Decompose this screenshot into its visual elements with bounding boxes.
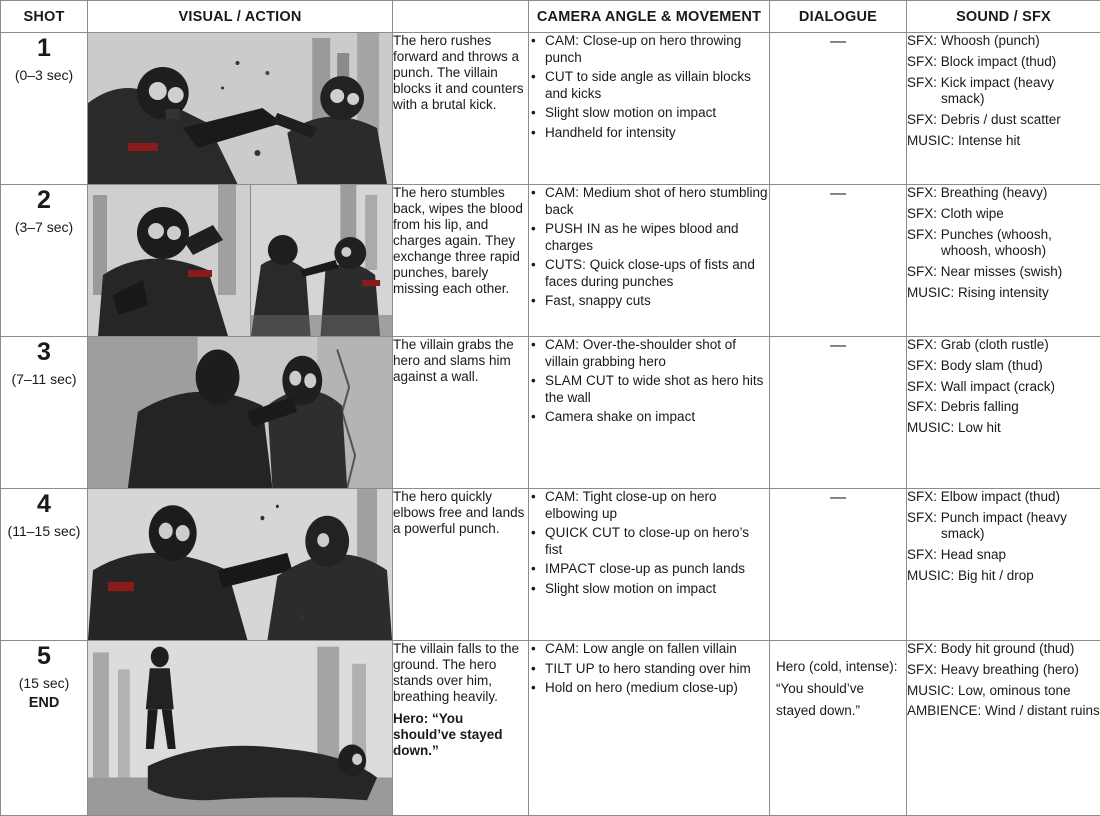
action-cell	[393, 641, 529, 816]
camera-key: CAM:	[545, 337, 579, 352]
camera-key: CUTS:	[545, 257, 586, 272]
sound-cue: SFX: Punch impact (heavy smack)	[907, 510, 1100, 543]
camera-text: Slight slow motion on impact	[545, 105, 716, 120]
camera-key: TILT UP	[545, 661, 595, 676]
camera-text: Low angle on fallen villain	[579, 641, 737, 656]
camera-cell	[529, 489, 770, 641]
frame-image	[88, 641, 392, 815]
camera-text: Hold on hero (medium close-up)	[545, 680, 738, 695]
dialogue-text: —	[830, 489, 846, 506]
sound-cell	[907, 337, 1100, 489]
sound-cue: AMBIENCE: Wind / distant ruins	[907, 703, 1100, 720]
sound-cue: SFX: Punches (whoosh, whoosh, whoosh)	[907, 227, 1100, 260]
camera-text: to side angle as villain blocks and kicks	[545, 69, 751, 101]
action-text: The villain grabs the hero and slams him against a wall.	[393, 337, 528, 385]
action-text: The hero stumbles back, wipes the blood from his lip, and charges again. They exchange three rapid punches, barely missing each other.	[393, 185, 528, 297]
frame-image	[88, 489, 392, 640]
dialogue-text: —	[830, 337, 846, 354]
action-cell	[393, 185, 529, 337]
camera-note	[529, 69, 769, 102]
shot-number: 4	[1, 489, 87, 519]
storyboard-frame-4	[88, 489, 393, 641]
frame-image	[88, 185, 251, 336]
header-shot: SHOT	[1, 1, 88, 33]
shot-cell	[1, 489, 88, 641]
camera-note	[529, 185, 769, 218]
action-text: The villain falls to the ground. The hero stands over him, breathing heavily.	[393, 641, 528, 705]
sound-cell	[907, 641, 1100, 816]
shot-time: (3–7 sec)	[1, 217, 87, 237]
sound-cue: SFX: Block impact (thud)	[907, 54, 1100, 71]
camera-note	[529, 221, 769, 254]
header-visual: VISUAL / ACTION	[88, 1, 393, 33]
camera-note	[529, 105, 769, 122]
camera-note	[529, 337, 769, 370]
camera-key: CUT	[545, 69, 573, 84]
frame-image	[251, 185, 392, 336]
sound-cue: SFX: Breathing (heavy)	[907, 185, 1100, 202]
camera-cell	[529, 641, 770, 816]
sound-cue: SFX: Grab (cloth rustle)	[907, 337, 1100, 354]
action-text: The hero quickly elbows free and lands a powerful punch.	[393, 489, 528, 537]
sound-cell	[907, 489, 1100, 641]
sound-cue: MUSIC: Rising intensity	[907, 285, 1100, 302]
shot-row-4	[1, 489, 1100, 641]
shot-cell	[1, 185, 88, 337]
storyboard-frame-5	[88, 641, 393, 816]
camera-note	[529, 489, 769, 522]
camera-cell	[529, 337, 770, 489]
sound-cue: MUSIC: Low, ominous tone	[907, 683, 1100, 700]
frame-image	[88, 337, 392, 488]
camera-note	[529, 257, 769, 290]
camera-note	[529, 293, 769, 310]
camera-text: Medium shot of hero stumbling back	[545, 185, 768, 217]
camera-text: to wide shot as hero hits the wall	[545, 373, 763, 405]
dialogue-text: —	[830, 185, 846, 202]
sound-cue: SFX: Heavy breathing (hero)	[907, 662, 1100, 679]
camera-note	[529, 33, 769, 66]
camera-key: SLAM CUT	[545, 373, 614, 388]
sound-cue: SFX: Kick impact (heavy smack)	[907, 75, 1100, 108]
sound-cue: MUSIC: Low hit	[907, 420, 1100, 437]
camera-note	[529, 561, 769, 578]
sound-cue: MUSIC: Intense hit	[907, 133, 1100, 150]
shot-row-1	[1, 33, 1100, 185]
sound-cue: MUSIC: Big hit / drop	[907, 568, 1100, 585]
camera-note	[529, 409, 769, 426]
dialogue-text: Hero (cold, intense): “You should’ve stayed down.”	[776, 659, 898, 718]
camera-key: CAM:	[545, 185, 579, 200]
shot-end-label: END	[1, 693, 87, 713]
camera-note	[529, 680, 769, 697]
camera-note	[529, 661, 769, 678]
action-text: The hero rushes forward and throws a punch. The villain blocks it and counters with a brutal kick.	[393, 33, 528, 113]
shot-time: (15 sec)	[1, 673, 87, 693]
camera-text: to close-up on hero’s fist	[545, 525, 749, 557]
camera-text: Handheld for intensity	[545, 125, 676, 140]
dialogue-cell	[770, 33, 907, 185]
sound-cue: SFX: Whoosh (punch)	[907, 33, 1100, 50]
shot-number: 2	[1, 185, 87, 215]
camera-note	[529, 125, 769, 142]
header-camera: CAMERA ANGLE & MOVEMENT	[529, 1, 770, 33]
sound-cell	[907, 33, 1100, 185]
action-cell	[393, 337, 529, 489]
action-cell	[393, 33, 529, 185]
sound-cue: SFX: Body slam (thud)	[907, 358, 1100, 375]
header-row	[1, 1, 1100, 33]
sound-cue: SFX: Cloth wipe	[907, 206, 1100, 223]
dialogue-cell	[770, 641, 907, 816]
storyboard-frame-2	[88, 185, 393, 337]
dialogue-text: —	[830, 33, 846, 50]
camera-text: Over-the-shoulder shot of villain grabbing hero	[545, 337, 736, 369]
sound-cue: SFX: Wall impact (crack)	[907, 379, 1100, 396]
camera-text: Tight close-up on hero elbowing up	[545, 489, 717, 521]
camera-text: Quick close-ups of fists and faces during punches	[545, 257, 755, 289]
shot-number: 1	[1, 33, 87, 63]
shot-time: (11–15 sec)	[1, 521, 87, 541]
camera-text: to hero standing over him	[595, 661, 751, 676]
camera-note	[529, 525, 769, 558]
shot-cell	[1, 33, 88, 185]
camera-key: CAM:	[545, 33, 579, 48]
header-dialogue: DIALOGUE	[770, 1, 907, 33]
camera-cell	[529, 185, 770, 337]
camera-text: Camera shake on impact	[545, 409, 695, 424]
camera-key: CAM:	[545, 489, 579, 504]
camera-cell	[529, 33, 770, 185]
camera-text: close-up as punch lands	[596, 561, 745, 576]
shot-cell	[1, 337, 88, 489]
sound-cue: SFX: Body hit ground (thud)	[907, 641, 1100, 658]
camera-key: PUSH IN	[545, 221, 600, 236]
frame-image	[88, 33, 392, 184]
storyboard-frame-1	[88, 33, 393, 185]
sound-cue: SFX: Head snap	[907, 547, 1100, 564]
dialogue-cell	[770, 337, 907, 489]
sound-cue: SFX: Debris / dust scatter	[907, 112, 1100, 129]
camera-note	[529, 641, 769, 658]
camera-note	[529, 581, 769, 598]
dialogue-cell	[770, 185, 907, 337]
action-cell	[393, 489, 529, 641]
sound-cue: SFX: Near misses (swish)	[907, 264, 1100, 281]
camera-text: Fast, snappy cuts	[545, 293, 651, 308]
camera-key: CAM:	[545, 641, 579, 656]
shot-row-2	[1, 185, 1100, 337]
camera-text: Slight slow motion on impact	[545, 581, 716, 596]
shot-row-5	[1, 641, 1100, 816]
action-quote: Hero: “You should’ve stayed down.”	[393, 711, 528, 759]
dialogue-cell	[770, 489, 907, 641]
shot-cell	[1, 641, 88, 816]
camera-text: as he wipes blood and charges	[545, 221, 739, 253]
sound-cue: SFX: Elbow impact (thud)	[907, 489, 1100, 506]
shot-number: 3	[1, 337, 87, 367]
camera-key: QUICK CUT	[545, 525, 620, 540]
shot-number: 5	[1, 641, 87, 671]
shot-row-3	[1, 337, 1100, 489]
header-sound: SOUND / SFX	[907, 1, 1100, 33]
sound-cell	[907, 185, 1100, 337]
camera-text: Close-up on hero throwing punch	[545, 33, 741, 65]
sound-cue: SFX: Debris falling	[907, 399, 1100, 416]
camera-key: IMPACT	[545, 561, 596, 576]
shot-time: (7–11 sec)	[1, 369, 87, 389]
shot-time: (0–3 sec)	[1, 65, 87, 85]
storyboard-frame-3	[88, 337, 393, 489]
camera-note	[529, 373, 769, 406]
header-action	[393, 1, 529, 33]
